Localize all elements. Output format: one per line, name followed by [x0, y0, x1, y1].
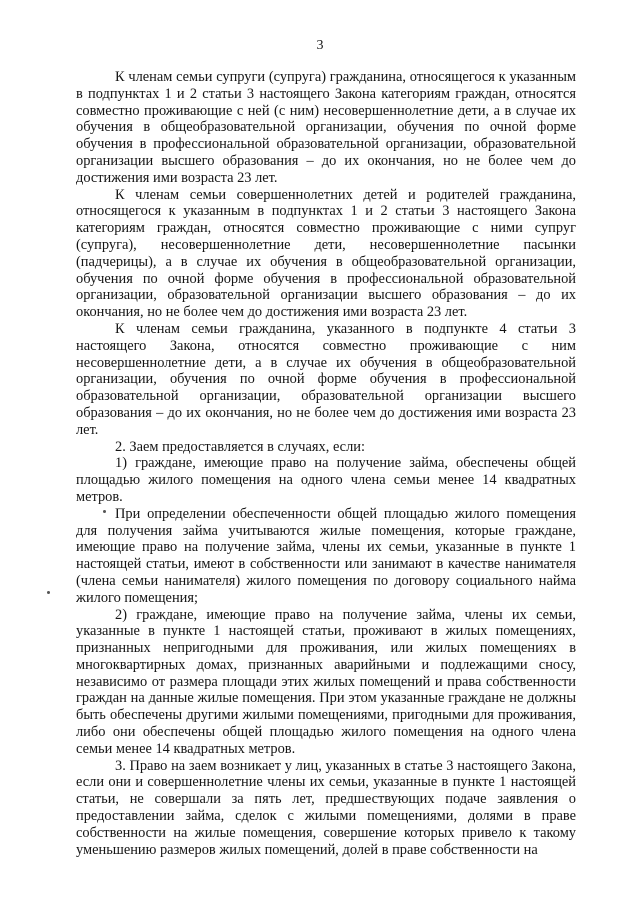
paragraph-housing-provision-rules: При определении обеспеченности общей площадью жилого помещения для получения займа учитываются жилые помещения, которые граждане, имеющие право на получение займа, члены их семьи, указанные в пункте 1 настоящей статьи, имеют в собственности или занимают в качестве нанимателя (члена семьи нанимателя) жилого помещения по договору социального найма жилого помещения;	[76, 505, 576, 606]
paragraph-loan-conditions-heading: 2. Заем предоставляется в случаях, если:	[115, 438, 365, 455]
paragraph-condition-2: 2) граждане, имеющие право на получение займа, члены их семьи, указанные в пункте 1 настоящей статьи, проживают в жилых помещениях, признанных непригодными для проживания, или жилых помещениях в многоквартирных домах, признанных аварийными и подлежащими сносу, независимо от размера площади этих жилых помещений и права собственности граждан на данные жилые помещения. При этом указанные граждане не должны быть обеспечены другими жилыми помещениями, пригодными для проживания, либо они обеспечены общей площадью жилого помещения на одного члена семьи менее 14 квадратных метров.	[76, 606, 576, 757]
scan-speck	[47, 591, 50, 594]
paragraph-children-parents-family-members: К членам семьи совершеннолетних детей и родителей гражданина, относящегося к указанным в подпунктах 1 и 2 статьи 3 настоящего Закона категориям граждан, относятся совместно проживающие с ними супруг (супруга), несовершеннолетние дети, несовершеннолетние пасынки (падчерицы), а в случае их обучения в общеобразовательной организации, обучения по очной форме обучения в профессиональной образовательной организации, образовательной организации высшего образования – до их окончания, но не более чем до достижения ими возраста 23 лет.	[76, 186, 576, 321]
paragraph-subpoint-4-family-members: К членам семьи гражданина, указанного в подпункте 4 статьи 3 настоящего Закона, относятся совместно проживающие с ним несовершеннолетние дети, а в случае их обучения в общеобразовательной организации, обучения по очной форме обучения в профессиональной образовательной организации, образовательной организации высшего образования – до их окончания, но не более чем до достижения ими возраста 23 лет.	[76, 320, 576, 438]
document-body	[76, 69, 576, 858]
scan-speck	[103, 510, 106, 513]
paragraph-loan-eligibility: 3. Право на заем возникает у лиц, указанных в статье 3 настоящего Закона, если они и совершеннолетние члены их семьи, указанные в пункте 1 настоящей статьи, не совершали за пять лет, предшествующих подаче заявления о предоставлении займа, сделок с жилыми помещениями, долями в праве собственности на жилые помещения, совершение которых привело к такому уменьшению размеров жилых помещений, долей в праве собственности на	[76, 757, 576, 858]
page-number: 3	[316, 38, 324, 53]
paragraph-condition-1: 1) граждане, имеющие право на получение займа, обеспечены общей площадью жилого помещения на одного члена семьи менее 14 квадратных метров.	[76, 455, 576, 505]
paragraph-spouse-family-members: К членам семьи супруги (супруга) гражданина, относящегося к указанным в подпунктах 1 и 2 статьи 3 настоящего Закона категориям граждан, относятся совместно проживающие с ней (с ним) несовершеннолетние дети, а в случае их обучения в общеобразовательной организации, обучения по очной форме обучения в профессиональной образовательной организации, образовательной организации высшего образования – до их окончания, но не более чем до достижения ими возраста 23 лет.	[76, 69, 576, 186]
